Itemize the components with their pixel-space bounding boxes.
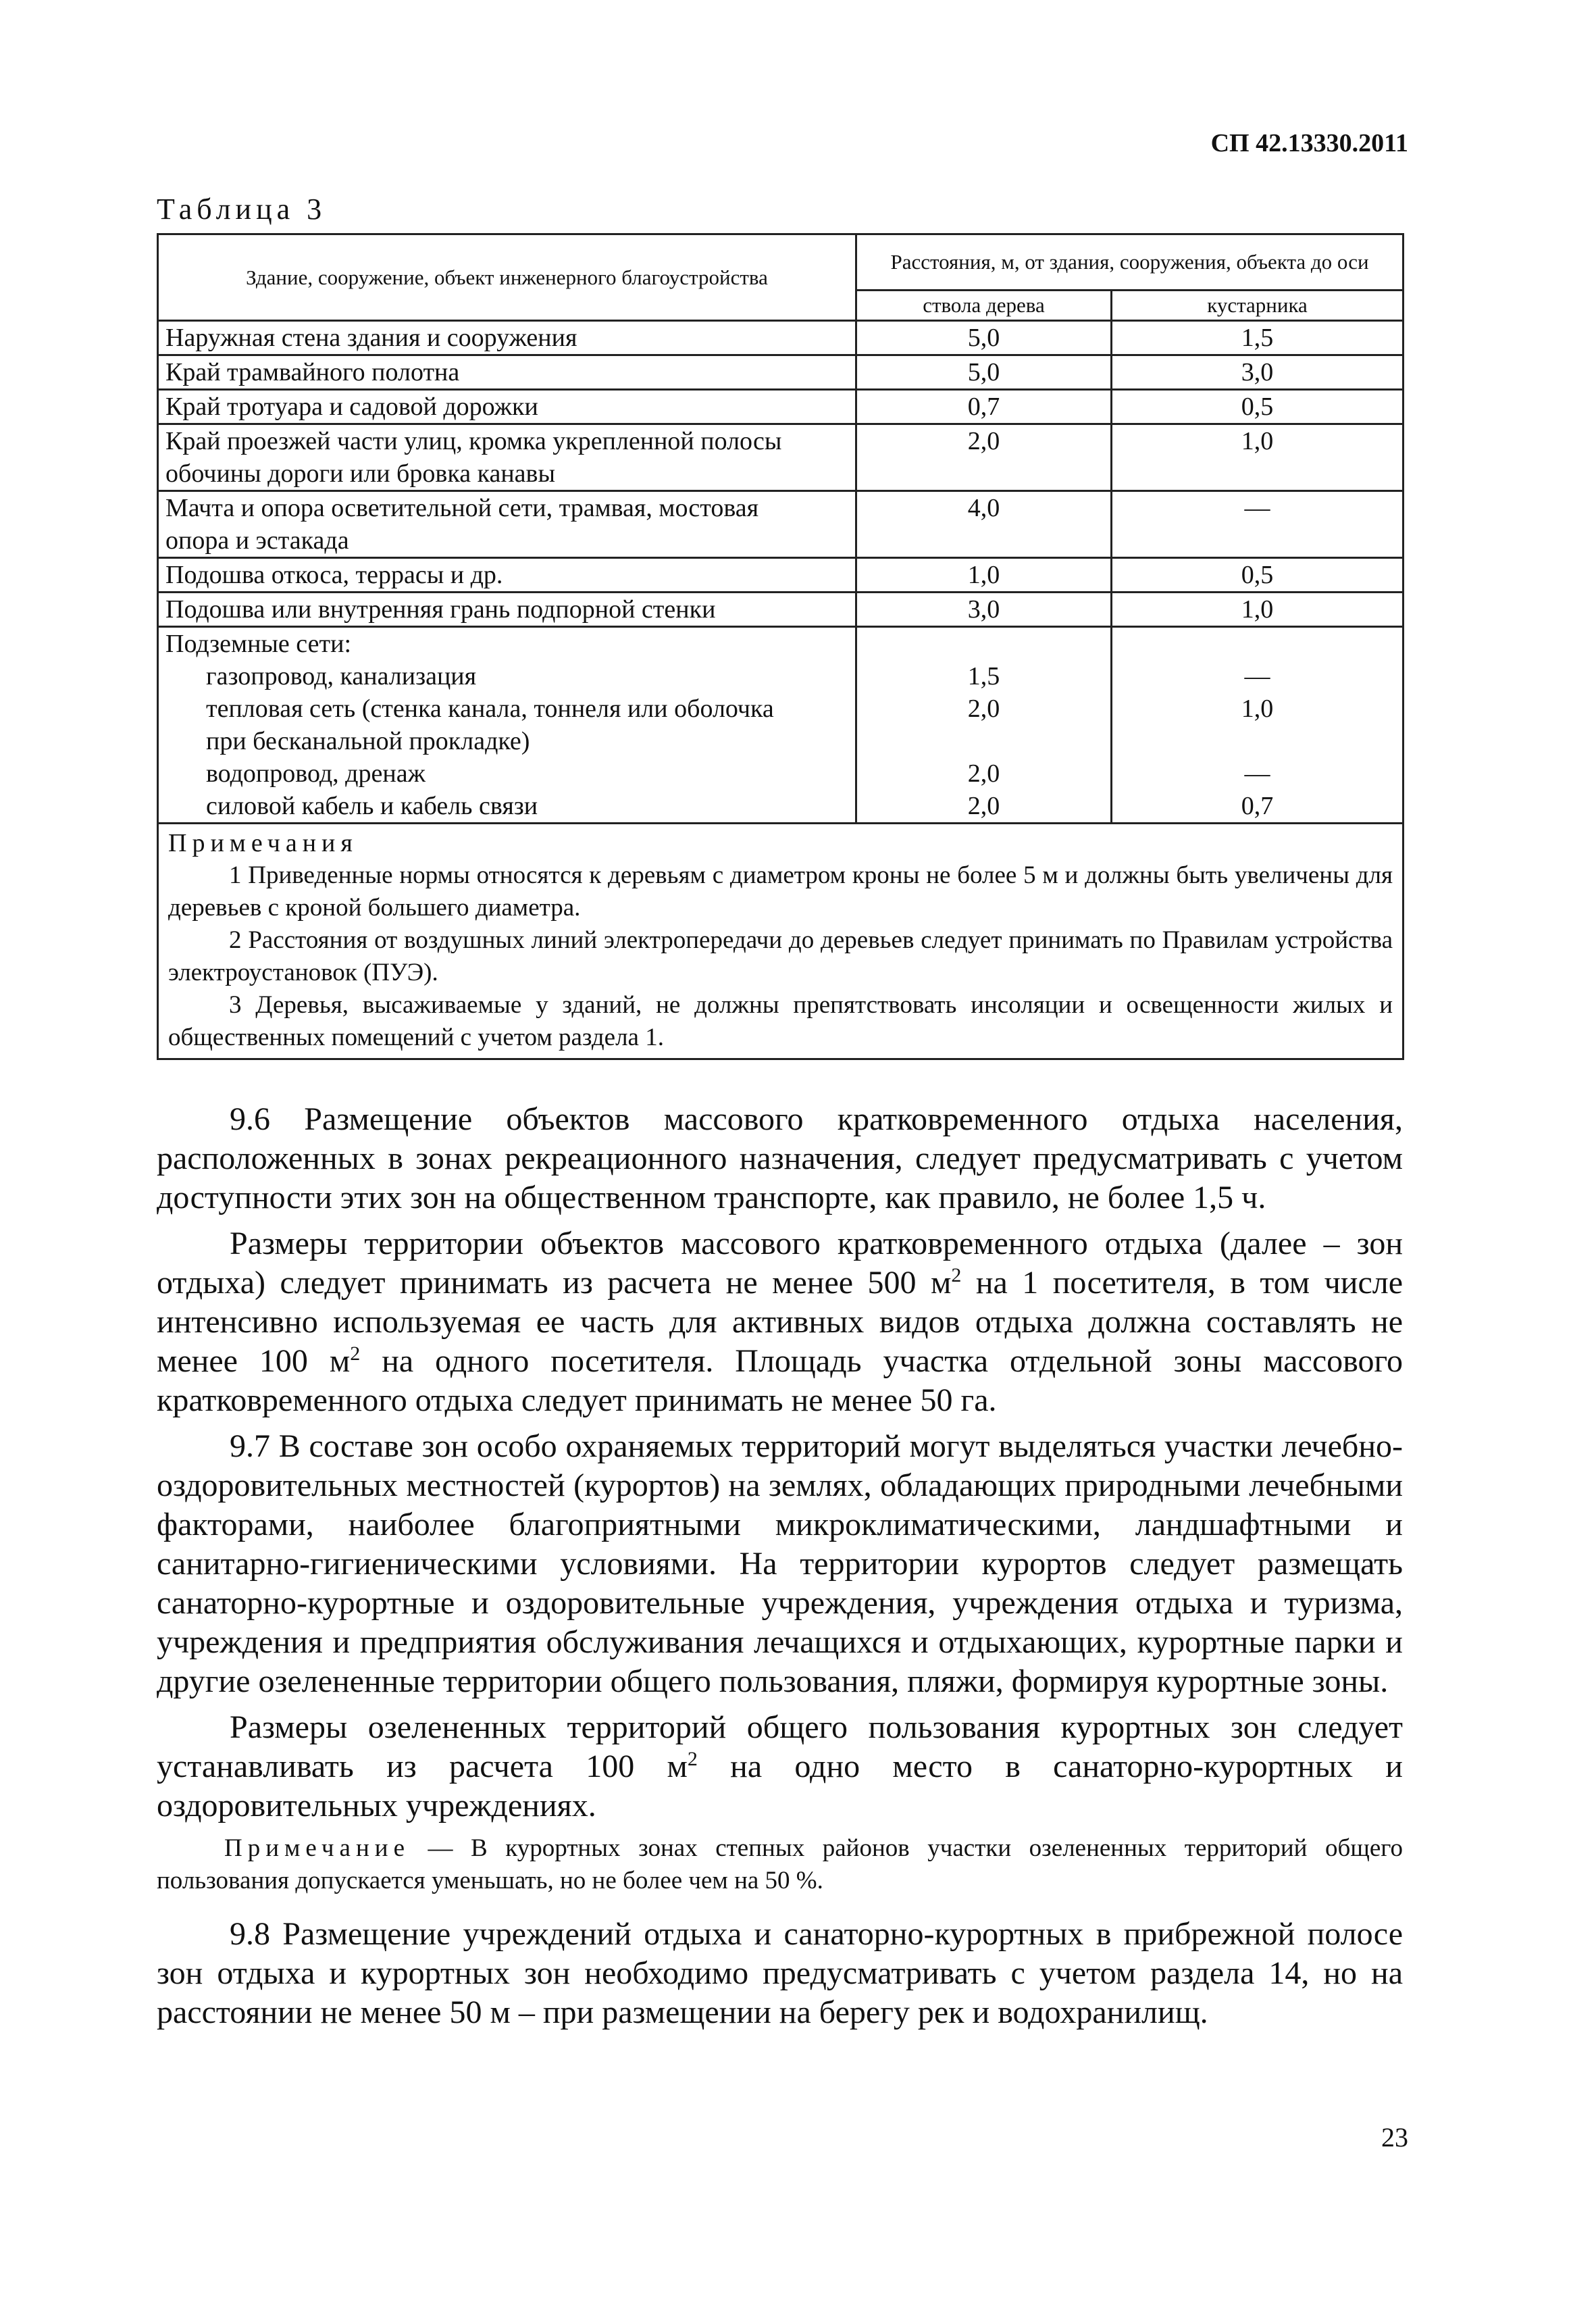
tree-distance-cell: 5,0: [856, 355, 1112, 390]
table-row: [158, 390, 1404, 424]
tree-distance-cell: 1,0: [856, 558, 1112, 593]
shrub-distance-cell: 0,5: [1112, 390, 1404, 424]
tree-distance-cell: 2,0: [856, 424, 1112, 491]
shrub-distance-cell: 1,0: [1112, 424, 1404, 491]
object-cell: Мачта и опора осветительной сети, трамвая, мостовая опора и эстакада: [158, 491, 856, 558]
table-row: [158, 321, 1404, 355]
underground-tree-cell: 1,5 2,0 2,0 2,0: [856, 627, 1112, 824]
paragraph-green-areas: Размеры озелененных территорий общего пользования курортных зон следует устанавливать из расчета 100 $м^2$ на одно место в санаторно-курортных и оздоровительных учреждениях.: [157, 1709, 1403, 1823]
object-cell: Край трамвайного полотна: [158, 355, 856, 390]
tree-distance-cell: 0,7: [856, 390, 1112, 424]
table-notes-row: [158, 824, 1404, 1059]
underground-item-line: при бесканальной прокладке): [206, 727, 530, 755]
paragraph-9-6: 9.6 Размещение объектов массового кратковременного отдыха населения, расположенных в зонах рекреационного назначения, следует предусматривать с учетом доступности этих зон на общественном транспорте, как правило, не более 1,5 ч.: [157, 1101, 1403, 1215]
distance-table: [157, 233, 1404, 1060]
object-cell: Край проезжей части улиц, кромка укрепленной полосы обочины дороги или бровка канавы: [158, 424, 856, 491]
page-number: 23: [1381, 2122, 1408, 2153]
underground-item-line: водопровод, дренаж: [206, 759, 426, 788]
table-row: [158, 355, 1404, 390]
note-resort: Примечание — В курортных зонах степных районов участки озелененных территорий общего пользования допускается уменьшать, но не более чем на 50 %.: [157, 1834, 1403, 1894]
paragraph-9-8: 9.8 Размещение учреждений отдыха и санаторно-курортных в прибрежной полосе зон отдыха и курортных зон необходимо предусматривать с учетом раздела 14, но на расстоянии не менее 50 м – при размещении на берегу рек и водохранилищ.: [157, 1916, 1403, 2030]
col-header-distance-group: Расстояния, м, от здания, сооружения, объекта до оси: [856, 234, 1404, 291]
table-row: [158, 558, 1404, 593]
table-row: [158, 424, 1404, 491]
table-row-underground: [158, 627, 1404, 824]
notes-title: Примечания: [168, 829, 358, 857]
note-2: 2 Расстояния от воздушных линий электропередачи до деревьев следует принимать по Правилам устройства электроустановок (ПУЭ).: [168, 926, 1393, 986]
table-row: [158, 491, 1404, 558]
underground-item-line: тепловая сеть (стенка канала, тоннеля или оболочка: [206, 695, 774, 723]
object-cell: Подошва или внутренняя грань подпорной стенки: [158, 593, 856, 627]
paragraph-9-7: 9.7 В составе зон особо охраняемых территорий могут выделяться участки лечебно-оздоровительных местностей (курортов) на землях, обладающих природными лечебными факторами, наиболее благоприятными микроклиматическими, ландшафтными и санитарно-гигиеническими условиями. На территории курортов следует размещать санаторно-курортные и оздоровительные учреждения, учреждения отдыха и туризма, учреждения и предприятия обслуживания лечащихся и отдыхающих, курортные парки и другие озелененные территории общего пользования, пляжи, формируя курортные зоны.: [157, 1428, 1403, 1699]
col-header-tree: ствола дерева: [856, 291, 1112, 321]
shrub-distance-cell: 1,0: [1112, 593, 1404, 627]
shrub-distance-cell: 0,5: [1112, 558, 1404, 593]
underground-item-line: силовой кабель и кабель связи: [206, 792, 538, 820]
document-code: СП 42.13330.2011: [1210, 129, 1408, 157]
paragraph-territory-size: Размеры территории объектов массового кратковременного отдыха (далее – зон отдыха) следует принимать из расчета не менее 500 $м^2$ на 1 посетителя, в том числе интенсивно используемая ее часть для активных видов отдыха должна составлять не менее 100 $м^2$ на одного посетителя. Площадь участка отдельной зоны массового кратковременного отдыха следует принимать не менее 50 га.: [157, 1226, 1404, 1418]
col-header-shrub: кустарника: [1112, 291, 1404, 321]
body-text: [157, 1100, 1403, 2039]
shrub-distance-cell: —: [1112, 491, 1404, 558]
tree-distance-cell: 5,0: [856, 321, 1112, 355]
note-1: 1 Приведенные нормы относятся к деревьям с диаметром кроны не более 5 м и должны быть увеличены для деревьев с кроной большего диаметра.: [168, 861, 1393, 922]
object-cell: Подошва откоса, террасы и др.: [158, 558, 856, 593]
shrub-distance-cell: 3,0: [1112, 355, 1404, 390]
underground-item-line: газопровод, канализация: [206, 662, 477, 690]
col-header-object: Здание, сооружение, объект инженерного благоустройства: [158, 234, 856, 321]
table-caption: Таблица 3: [157, 193, 327, 226]
note-3: 3 Деревья, высаживаемые у зданий, не должны препятствовать инсоляции и освещенности жилых и общественных помещений с учетом раздела 1.: [168, 991, 1393, 1051]
table-row: [158, 593, 1404, 627]
object-cell: Наружная стена здания и сооружения: [158, 321, 856, 355]
underground-shrub-cell: — 1,0 — 0,7: [1112, 627, 1404, 824]
tree-distance-cell: 3,0: [856, 593, 1112, 627]
underground-object-cell: Подземные сети: газопровод, канализация тепловая сеть (стенка канала, тоннеля или оболочка при бесканальной прокладке) водопровод, дренаж силовой кабель и кабель связи: [158, 627, 856, 824]
shrub-distance-cell: 1,5: [1112, 321, 1404, 355]
object-cell: Край тротуара и садовой дорожки: [158, 390, 856, 424]
tree-distance-cell: 4,0: [856, 491, 1112, 558]
